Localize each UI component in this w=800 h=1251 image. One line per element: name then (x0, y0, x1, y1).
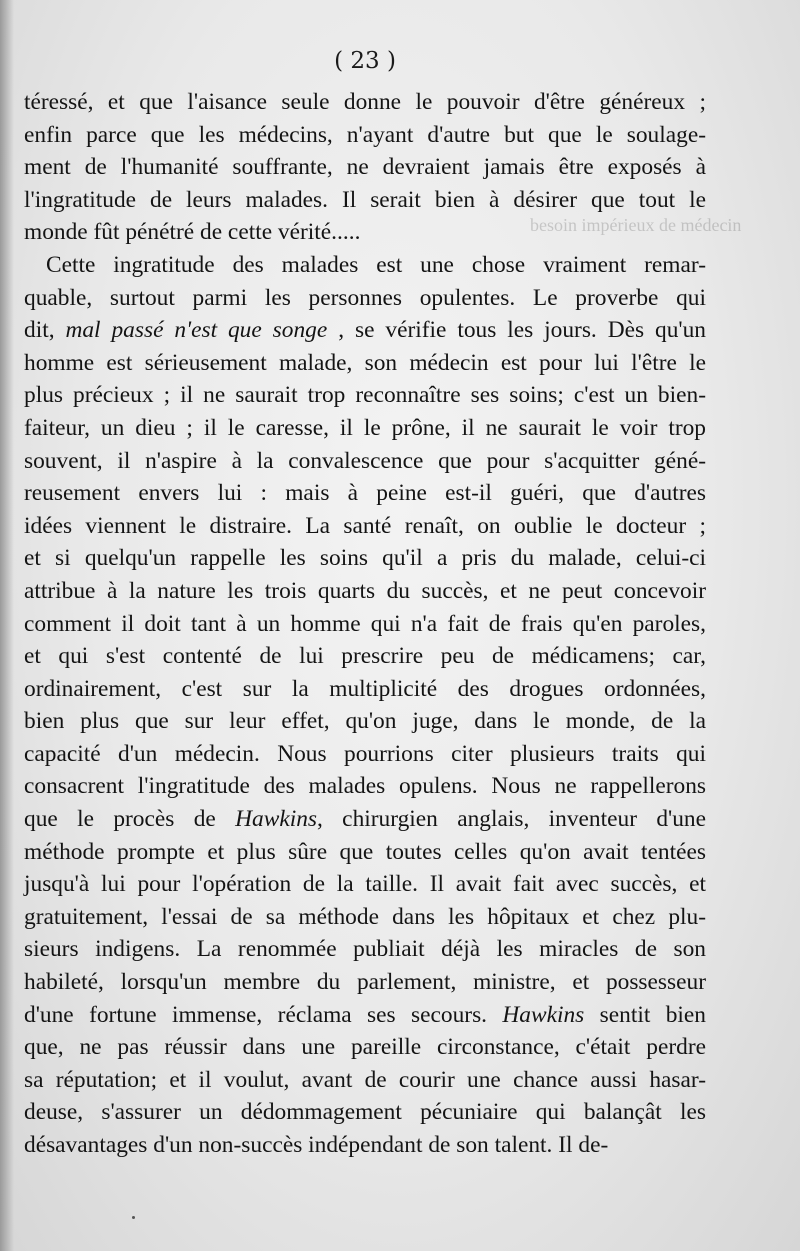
page-gutter-shadow (0, 0, 14, 1251)
text-line: ment de l'humanité souffrante, ne devraient jamais être exposés à (24, 154, 706, 181)
text-line: comment il doit tant à un homme qui n'a fait de frais qu'en paroles, (24, 610, 706, 637)
text-line: et si quelqu'un rappelle les soins qu'il a pris du malade, celui-ci (24, 545, 706, 572)
text-line: jusqu'à lui pour l'opération de la taille. Il avait fait avec succès, et (24, 871, 706, 898)
text-line: reusement envers lui : mais à peine est-il guéri, que d'autres (24, 480, 706, 507)
italic-text: Hawkins (235, 806, 317, 833)
text-line: ordinairement, c'est sur la multiplicité des drogues ordonnées, (24, 675, 706, 702)
text-line: attribue à la nature les trois quarts du succès, et ne peut concevoir (24, 577, 706, 604)
italic-text: Hawkins (502, 1001, 585, 1028)
paper-speck (132, 1216, 135, 1219)
text-line: gratuitement, l'essai de sa méthode dans les hôpitaux et chez plu- (24, 903, 706, 930)
text-line: bien plus que sur leur effet, qu'on juge, dans le monde, de la (24, 708, 706, 735)
text-line: quable, surtout parmi les personnes opulentes. Le proverbe qui (24, 284, 706, 311)
text-line: consacrent l'ingratitude des malades opulens. Nous ne rappellerons (24, 773, 706, 800)
page-number: ( 23 ) (334, 48, 396, 74)
show-through-text: besoin impérieux de médecin (530, 215, 742, 235)
text-line: habileté, lorsqu'un membre du parlement, ministre, et possesseur (24, 969, 706, 996)
text-line: d'une fortune immense, réclama ses secours. Hawkins sentit bien (24, 1001, 706, 1028)
text-line: téressé, et que l'aisance seule donne le pouvoir d'être généreux ; (24, 89, 706, 115)
text-line: capacité d'un médecin. Nous pourrions citer plusieurs traits qui (24, 740, 706, 767)
text-line: idées viennent le distraire. La santé renaît, on oublie le docteur ; (24, 512, 706, 539)
body-text (24, 86, 706, 1162)
text-line: homme est sérieusement malade, son médecin est pour lui l'être le (24, 349, 706, 376)
italic-text: mal passé n'est que songe (65, 317, 328, 344)
text-line: deuse, s'assurer un dédommagement pécuniaire qui balançât les (24, 1099, 706, 1126)
text-line: faiteur, un dieu ; il le caresse, il le prône, il ne saurait le voir trop (24, 414, 706, 441)
text-line: que, ne pas réussir dans une pareille circonstance, c'était perdre (24, 1034, 706, 1061)
text-line: l'ingratitude de leurs malades. Il serait bien à désirer que tout le (24, 186, 706, 213)
text-line: souvent, il n'aspire à la convalescence que pour s'acquitter géné- (24, 447, 706, 474)
text-line: et qui s'est contenté de lui prescrire peu de médicamens; car, (24, 643, 706, 670)
text-line: monde fût pénétré de cette vérité..... (24, 219, 361, 246)
text-line: sa réputation; et il voulut, avant de courir une chance aussi hasar- (24, 1066, 706, 1093)
text-line: désavantages d'un non-succès indépendant de son talent. Il de- (24, 1132, 609, 1158)
text-line: sieurs indigens. La renommée publiait déjà les miracles de son (24, 936, 706, 963)
text-line: plus précieux ; il ne saurait trop reconnaître ses soins; c'est un bien- (24, 382, 706, 409)
text-line: que le procès de Hawkins, chirurgien anglais, inventeur d'une (24, 806, 706, 833)
text-line: Cette ingratitude des malades est une chose vraiment remar- (46, 251, 706, 278)
text-line: enfin parce que les médecins, n'ayant d'autre but que le soulage- (24, 121, 706, 148)
text-line: dit, mal passé n'est que songe , se vérifie tous les jours. Dès qu'un (24, 317, 707, 344)
text-line: méthode prompte et plus sûre que toutes celles qu'on avait tentées (24, 838, 706, 865)
